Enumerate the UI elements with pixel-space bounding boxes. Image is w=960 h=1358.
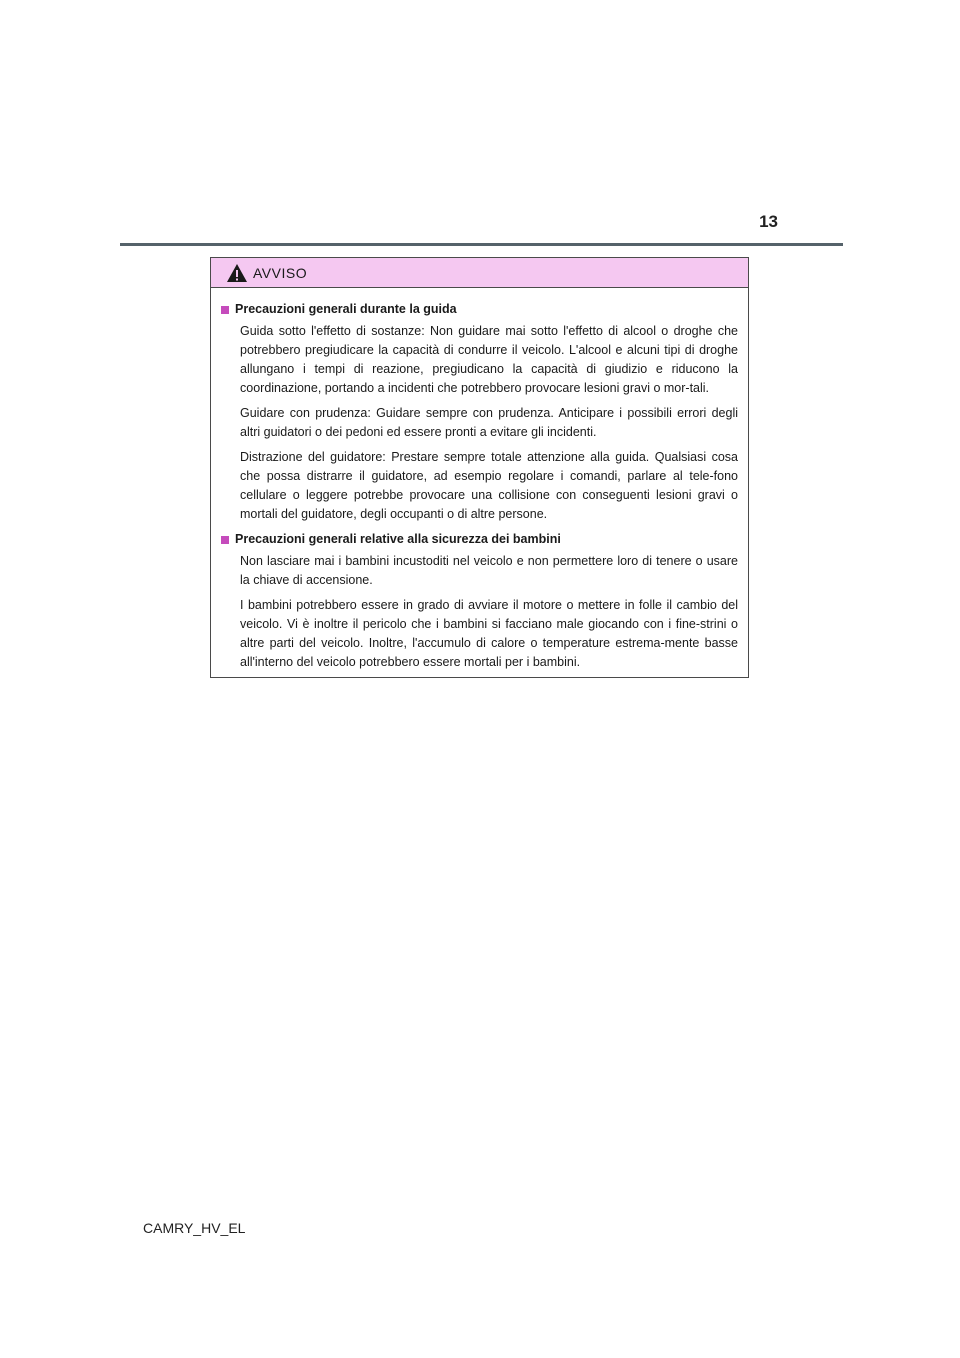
paragraph: Guidare con prudenza: Guidare sempre con prudenza. Anticipare i possibili errori degli altri guidatori o dei pedoni ed essere pronti a evitare gli incidenti. — [240, 406, 738, 439]
footer-code: CAMRY_HV_EL — [143, 1220, 246, 1236]
section-heading-bambini — [221, 530, 738, 549]
warning-body — [211, 288, 748, 672]
paragraph: Guida sotto l'effetto di sostanze: Non guidare mai sotto l'effetto di alcool o droghe che potrebbero pregiudicare la capacità di condurre il veicolo. L'alcool e alcuni tipi di droghe allungano i tempi di reazione, pregiudicano la capacità di giudizio e riducono la coordinazione, portando a incidenti che potrebbero provocare lesioni gravi o mor-tali. — [240, 324, 738, 395]
warning-header — [211, 258, 748, 288]
bullet-square-icon — [221, 306, 229, 314]
paragraph: I bambini potrebbero essere in grado di avviare il motore o mettere in folle il cambio del veicolo. Vi è inoltre il pericolo che i bambini si facciano male giocando con i fine-strini o altre parti del veicolo. Inoltre, l'accumulo di calore o temperature estrema-mente basse all'interno del veicolo potrebbero essere mortali per i bambini. — [240, 598, 738, 669]
page-number: 13 — [759, 212, 778, 231]
warning-box — [210, 257, 749, 678]
warning-title: AVVISO — [253, 264, 308, 281]
section-heading-text: Precauzioni generali relative alla sicurezza dei bambini — [235, 532, 561, 546]
warning-triangle-icon — [226, 263, 248, 283]
paragraph: Distrazione del guidatore: Prestare sempre totale attenzione alla guida. Qualsiasi cosa che possa distrarre il guidatore, ad esempio regolare i comandi, parlare al tele-fono cellulare o leggere potrebbe provocare una collisione con conseguenti lesioni gravi o mortali del guidatore, degli occupanti o di altre persone. — [240, 450, 738, 521]
header-rule — [120, 243, 843, 246]
section-heading-text: Precauzioni generali durante la guida — [235, 302, 457, 316]
paragraph: Non lasciare mai i bambini incustoditi nel veicolo e non permettere loro di tenere o usare la chiave di accensione. — [240, 554, 738, 587]
bullet-square-icon — [221, 536, 229, 544]
section-heading-guida — [221, 300, 738, 319]
